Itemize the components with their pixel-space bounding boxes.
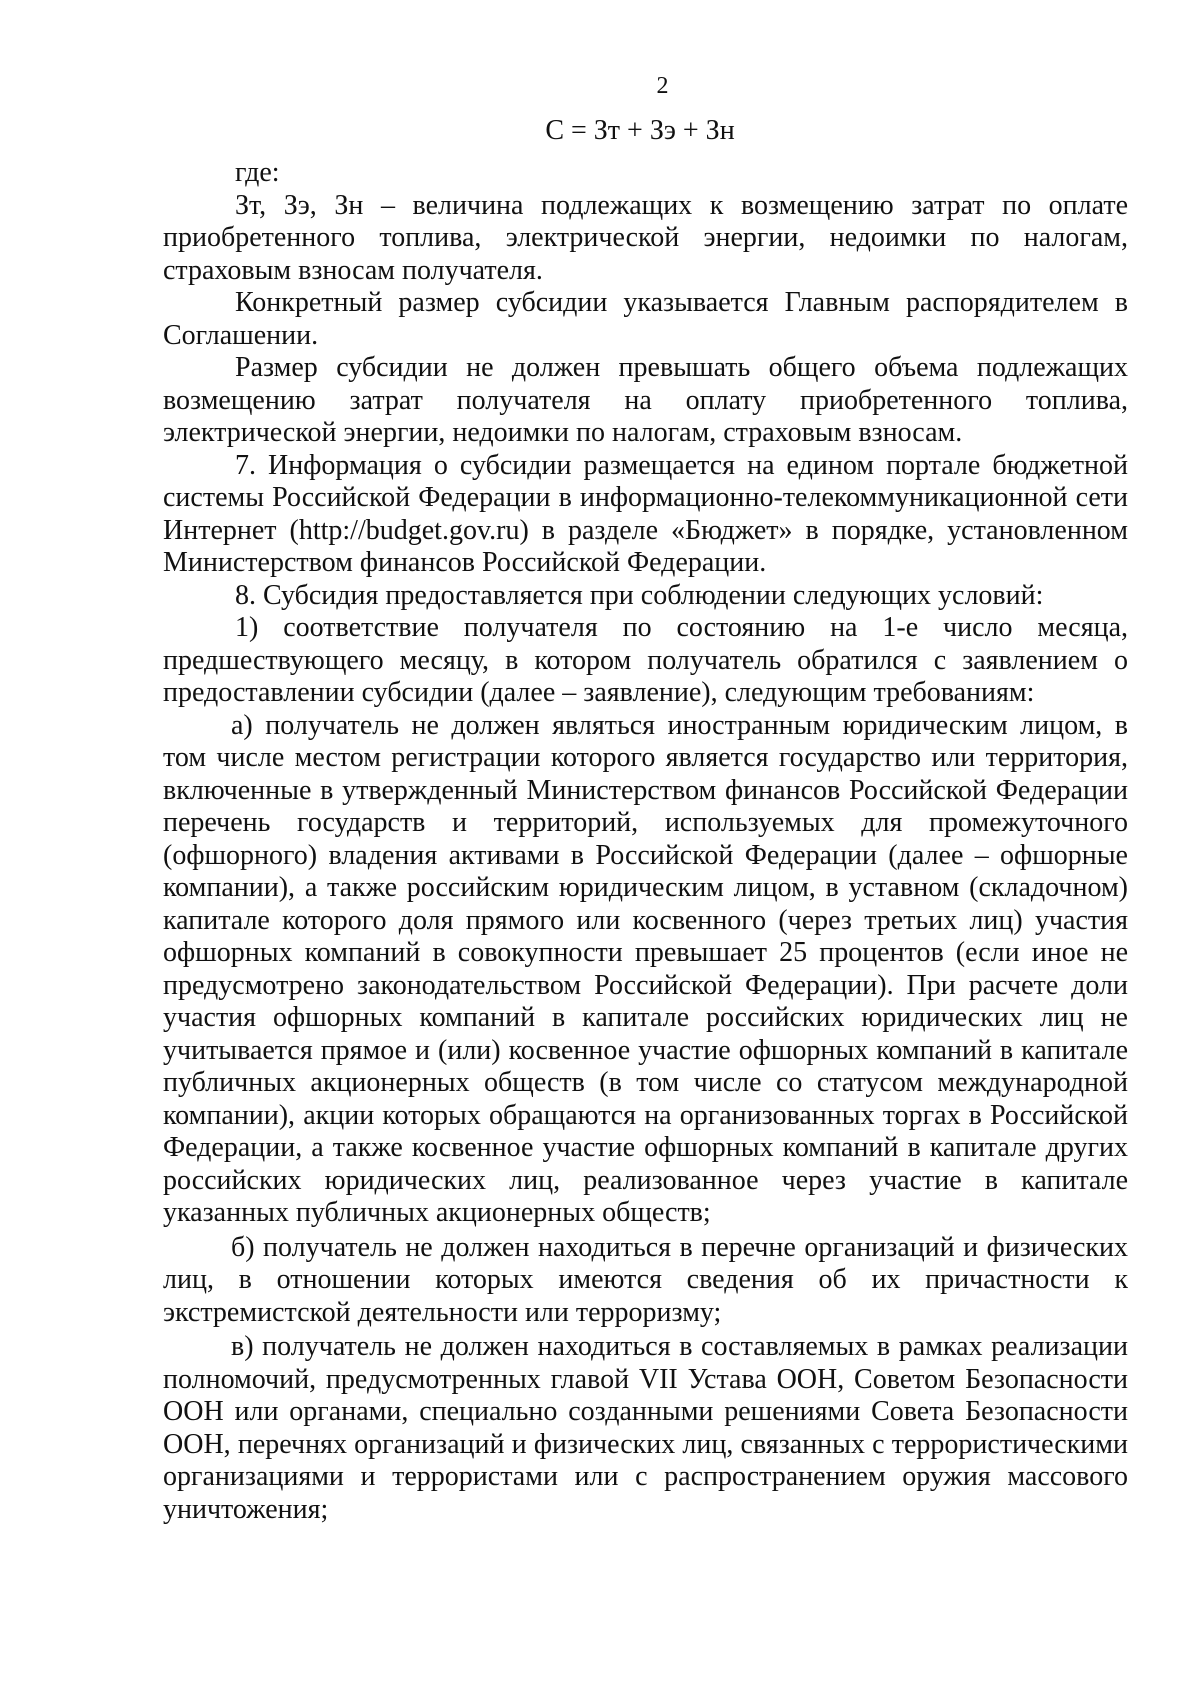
paragraph-7: 7. Информация о субсидии размещается на едином портале бюджетной системы Российской Федерации в информационно-телекоммуникационной сети Интернет (http://budget.gov.ru) в разделе «Бюджет» в порядке, установленном Министерством финансов Российской Федерации. <box>163 449 1128 578</box>
paragraph-cost-definition: Зт, Зэ, Зн – величина подлежащих к возмещению затрат по оплате приобретенного топлива, электрической энергии, недоимки по налогам, страховым взносам получателя. <box>163 189 1128 286</box>
paragraph-8-1-a: а) получатель не должен являться иностранным юридическим лицом, в том числе местом регистрации которого является государство или территория, включенные в утвержденный Министерством финансов Российской Федерации перечень государств и территорий, используемых для промежуточного (офшорного) владения активами в Российской Федерации (далее – офшорные компании), а также российским юридическим лицом, в уставном (складочном) капитале которого доля прямого или косвенного (через третьих лиц) участия офшорных компаний в совокупности превышает 25 процентов (если иное не предусмотрено законодательством Российской Федерации). При расчете доли участия офшорных компаний в капитале российских юридических лиц не учитывается прямое и (или) косвенное участие офшорных компаний в капитале публичных акционерных обществ (в том числе со статусом международной компании), акции которых обращаются на организованных торгах в Российской Федерации, а также косвенное участие офшорных компаний в капитале других российских юридических лиц, реализованное через участие в капитале указанных публичных акционерных обществ; <box>163 709 1128 1228</box>
paragraph-8-1-b: б) получатель не должен находиться в перечне организаций и физических лиц, в отношении которых имеются сведения об их причастности к экстремистской деятельности или терроризму; <box>163 1231 1128 1328</box>
paragraph-8: 8. Субсидия предоставляется при соблюдении следующих условий: <box>235 579 1044 611</box>
paragraph-8-1-v: в) получатель не должен находиться в составляемых в рамках реализации полномочий, предусмотренных главой VII Устава ООН, Советом Безопасности ООН или органами, специально созданными решениями Совета Безопасности ООН, перечнях организаций и физических лиц, связанных с террористическими организациями и террористами или с распространением оружия массового уничтожения; <box>163 1331 1128 1525</box>
paragraph-8-1: 1) соответствие получателя по состоянию на 1-е число месяца, предшествующего месяцу, в котором получатель обратился с заявлением о предоставлении субсидии (далее – заявление), следующим требованиям: <box>163 612 1128 708</box>
paragraph-where: где: <box>235 157 280 188</box>
subsidy-formula: С = Зт + Зэ + Зн <box>545 115 735 146</box>
paragraph-subsidy-amount: Конкретный размер субсидии указывается Главным распорядителем в Соглашении. <box>163 287 1128 351</box>
document-body <box>163 155 1128 1526</box>
page-number: 2 <box>656 73 669 99</box>
paragraph-subsidy-limit: Размер субсидии не должен превышать общего объема подлежащих возмещению затрат получателя на оплату приобретенного топлива, электрической энергии, недоимки по налогам, страховым взносам. <box>163 352 1128 448</box>
